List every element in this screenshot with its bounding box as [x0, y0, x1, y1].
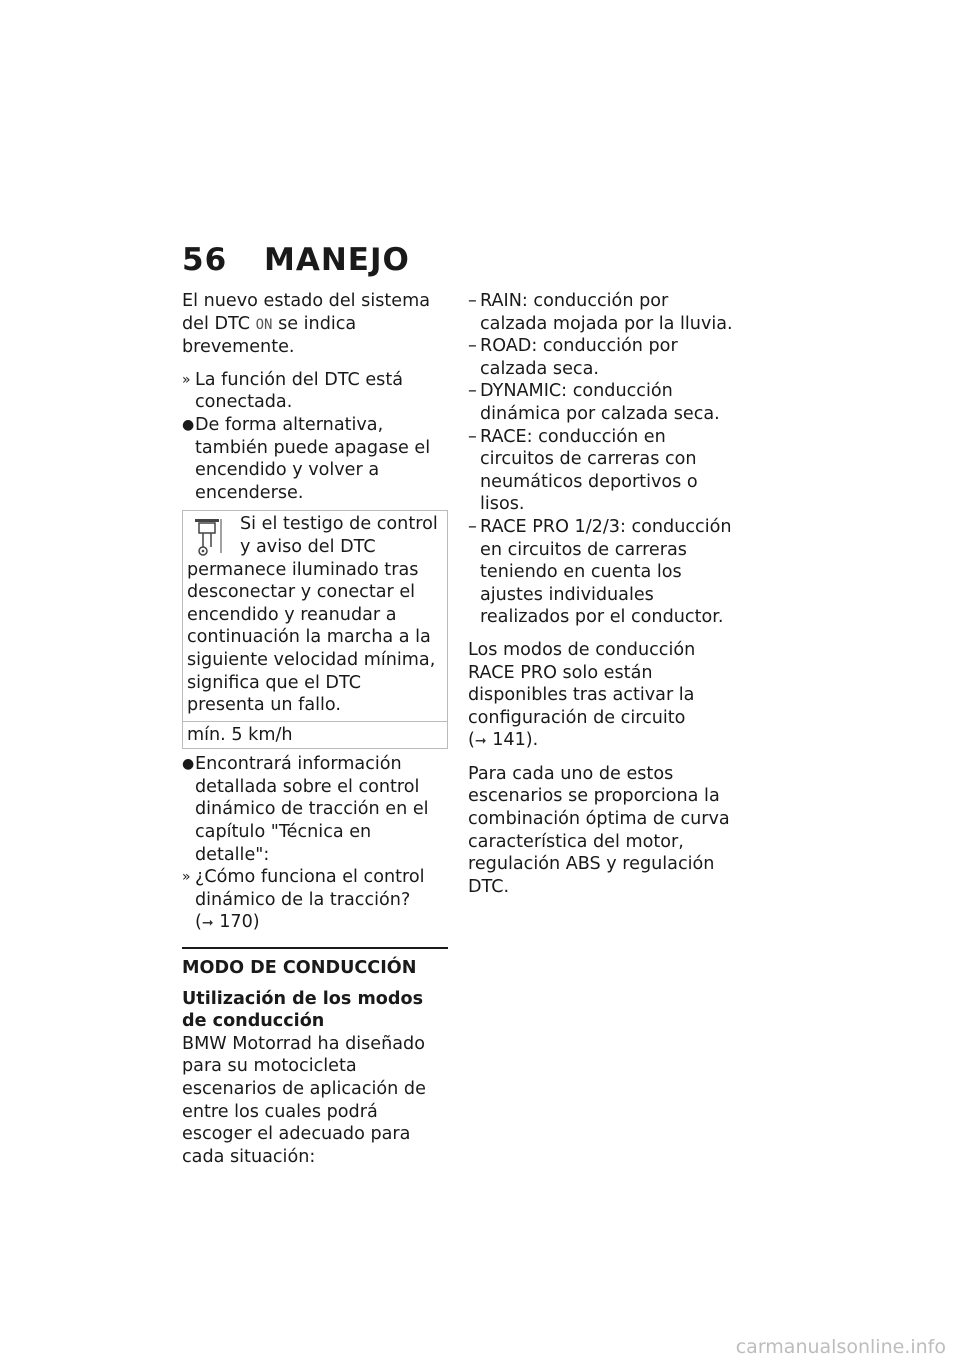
section-body: BMW Motorrad ha diseñado para su motocicleta escenarios de aplicación de entre los cuales podrá escoger el adecuado para cada situación: [182, 1033, 426, 1167]
page-number: 56 [182, 242, 228, 278]
list-item: » ¿Cómo funciona el control dinámico de la tracción? (➞ 170) [182, 867, 425, 933]
note-spec: mín. 5 km/h [183, 721, 447, 749]
list-item: – DYNAMIC: conducción dinámica por calzada seca. [468, 381, 720, 424]
scenario-paragraph: Para cada uno de estos escenarios se proporciona la combinación óptima de curva característica del motor, regulación ABS y regulación DTC. [468, 763, 730, 897]
subsection-title: Utilización de los modos de conducción [182, 988, 424, 1032]
page-reference[interactable]: (➞ 170) [195, 912, 260, 933]
watermark: carmanualsonline.info [735, 1336, 946, 1358]
section-title: MODO DE CONDUCCIÓN [182, 958, 417, 979]
left-column [182, 290, 448, 1178]
warning-note [182, 510, 448, 749]
bullet-marker: ● [182, 416, 195, 433]
arrow-right-icon: ➞ [201, 915, 214, 932]
list-item: » La función del DTC está conectada. [182, 369, 404, 413]
note-text: Si el testigo de control y aviso del DTC permanece iluminado tras desconectar y conectar el encendido y reanudar a continuación la marcha a la siguiente velocidad mínima, significa que el DTC presenta un fallo. [187, 514, 438, 716]
right-column [468, 290, 740, 908]
mechanic-tool-icon [193, 513, 237, 557]
list-item: – RACE PRO 1/2/3: conducción en circuitos de carreras teniendo en cuenta los ajustes individuales realizados por el conductor. [468, 516, 732, 628]
steps-list [182, 369, 448, 505]
list-item: ● Encontrará información detallada sobre el control dinámico de tracción en el capítulo "Técnica en detalle": [182, 754, 429, 865]
page-header [182, 242, 410, 278]
list-item: – RAIN: conducción por calzada mojada por la lluvia. [468, 291, 733, 334]
page-reference[interactable]: (➞ 141). [468, 730, 539, 751]
modes-list [468, 290, 740, 629]
page-title: MANEJO [264, 242, 410, 278]
info-list [182, 753, 448, 935]
on-indicator: ON [255, 316, 273, 333]
list-item: ● De forma alternativa, también puede apagase el encendido y volver a encenderse. [182, 414, 431, 503]
arrow-right-icon: ➞ [474, 733, 487, 750]
section-divider [182, 947, 448, 949]
list-item: – RACE: conducción en circuitos de carreras con neumáticos deportivos o lisos. [468, 426, 698, 515]
bullet-marker: ● [182, 756, 195, 773]
race-pro-paragraph: Los modos de conducción RACE PRO solo están disponibles tras activar la configuración de circuito (➞ 141). [468, 639, 696, 751]
intro-paragraph: El nuevo estado del sistema del DTC ON se indica brevemente. [182, 291, 431, 358]
result-marker: » [182, 869, 191, 886]
result-marker: » [182, 371, 191, 388]
list-item: – ROAD: conducción por calzada seca. [468, 336, 678, 379]
